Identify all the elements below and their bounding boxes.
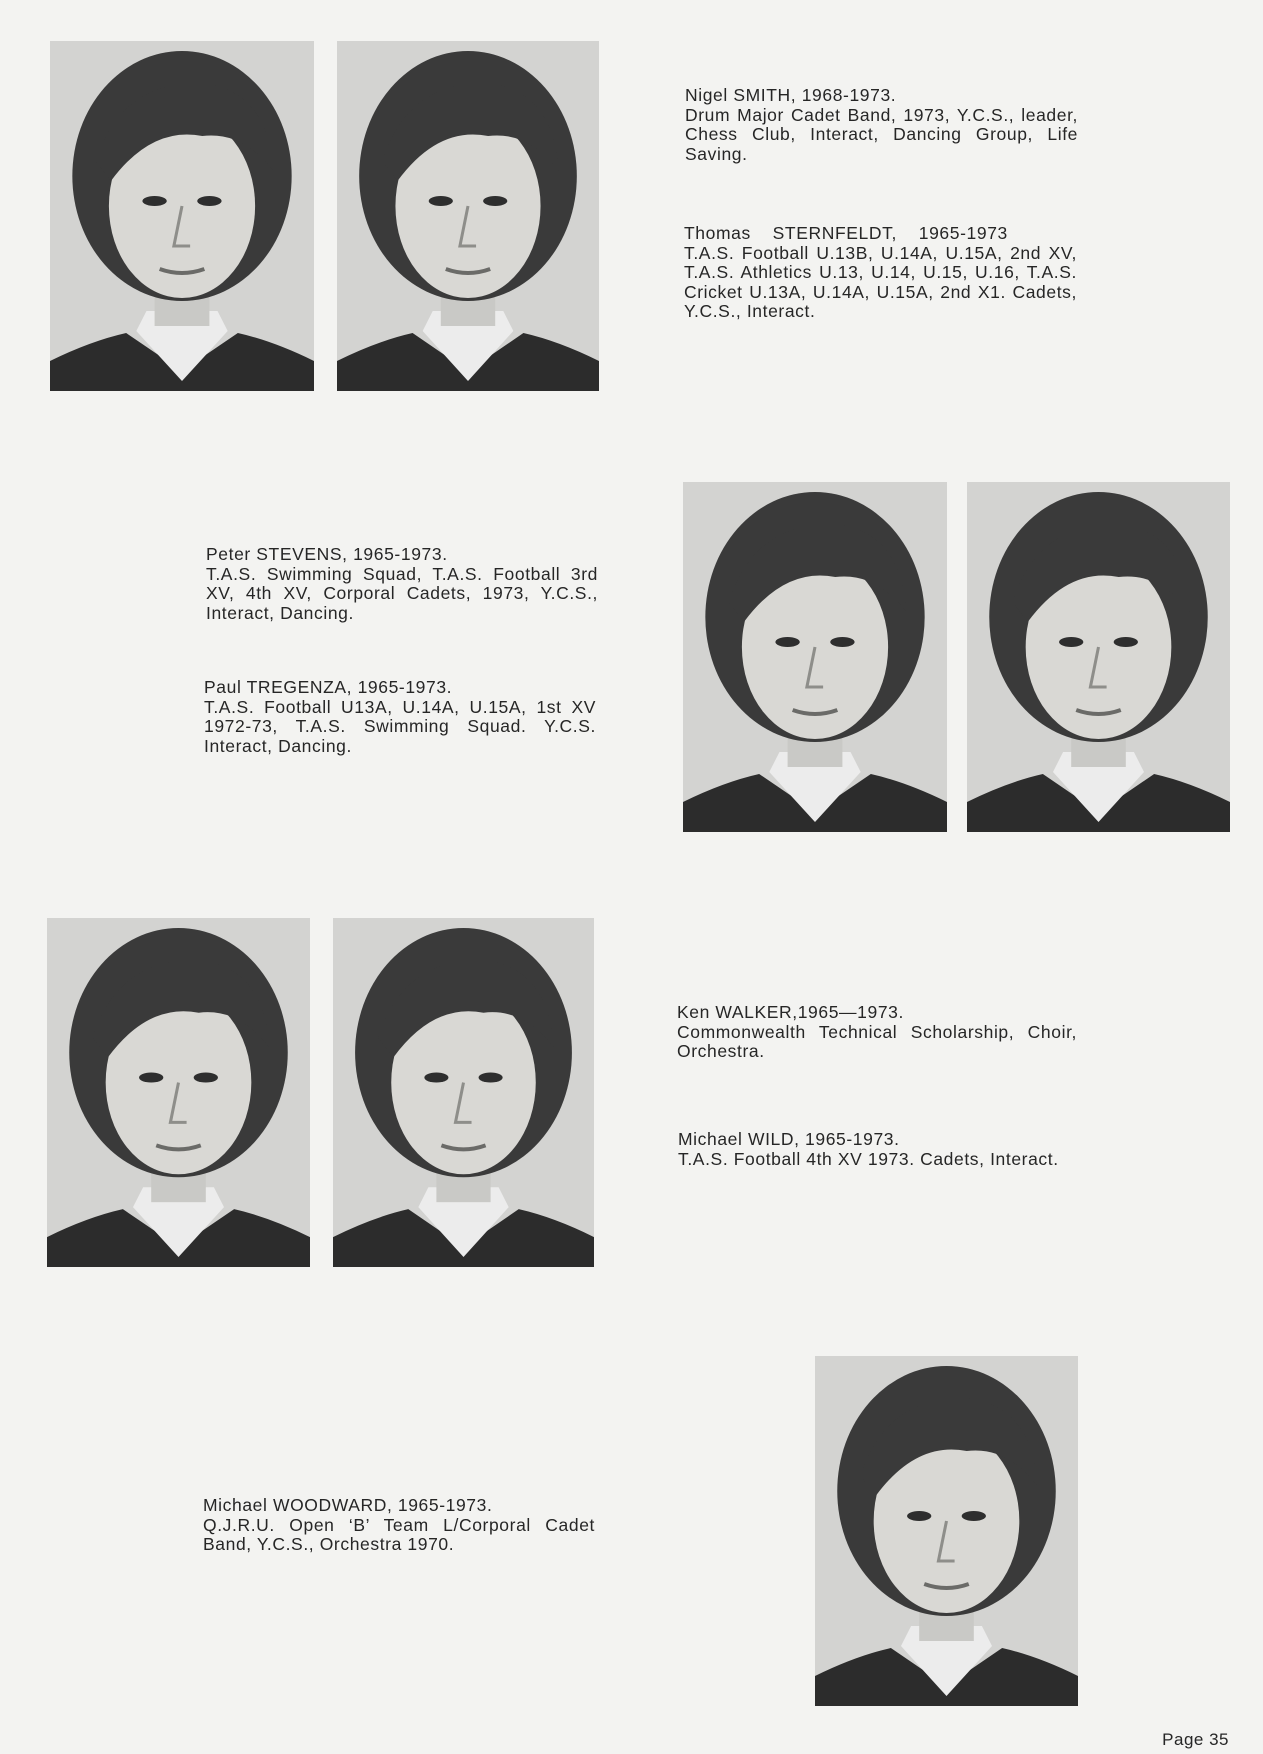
bio-smith bbox=[685, 86, 1078, 164]
student-name: Michael WOODWARD, 1965-1973. bbox=[203, 1495, 493, 1515]
student-name: Michael WILD, 1965-1973. bbox=[678, 1129, 900, 1149]
bio-walker bbox=[677, 1003, 1077, 1062]
page-number: Page 35 bbox=[1162, 1730, 1229, 1749]
portrait-photo-sternfeldt bbox=[337, 41, 599, 391]
portrait-photo-stevens bbox=[683, 482, 947, 832]
bio-sternfeldt bbox=[684, 224, 1077, 322]
bio-tregenza bbox=[204, 678, 596, 756]
portrait-photo-tregenza bbox=[967, 482, 1230, 832]
student-name: Thomas STERNFELDT, 1965-1973 bbox=[684, 223, 1008, 243]
bio-wild bbox=[678, 1130, 1071, 1169]
student-details: Q.J.R.U. Open ‘B’ Team L/Corporal Cadet Band, Y.C.S., Orchestra 1970. bbox=[203, 1514, 595, 1554]
portrait-photo-wild bbox=[333, 918, 594, 1267]
student-details: Commonwealth Technical Scholarship, Choir, Orchestra. bbox=[677, 1021, 1077, 1061]
portrait-photo-smith bbox=[50, 41, 314, 391]
student-name: Ken WALKER,1965—1973. bbox=[677, 1002, 904, 1022]
student-name: Nigel SMITH, 1968-1973. bbox=[685, 85, 897, 105]
bio-woodward bbox=[203, 1496, 595, 1555]
student-details: T.A.S. Swimming Squad, T.A.S. Football 3rd XV, 4th XV, Corporal Cadets, 1973, Y.C.S., Interact, Dancing. bbox=[206, 563, 598, 623]
bio-stevens bbox=[206, 545, 598, 623]
portrait-photo-woodward bbox=[815, 1356, 1078, 1706]
student-name: Paul TREGENZA, 1965-1973. bbox=[204, 677, 453, 697]
student-details: T.A.S. Football U13A, U.14A, U.15A, 1st XV 1972-73, T.A.S. Swimming Squad. Y.C.S. Interact, Dancing. bbox=[204, 696, 596, 756]
student-details: Drum Major Cadet Band, 1973, Y.C.S., leader, Chess Club, Interact, Dancing Group, Life Saving. bbox=[685, 104, 1078, 164]
student-name: Peter STEVENS, 1965-1973. bbox=[206, 544, 448, 564]
portrait-photo-walker bbox=[47, 918, 310, 1267]
student-details: T.A.S. Football U.13B, U.14A, U.15A, 2nd XV, T.A.S. Athletics U.13, U.14, U.15, U.16, T.A.S. Cricket U.13A, U.14A, U.15A, 2nd X1. Cadets, Y.C.S., Interact. bbox=[684, 242, 1077, 321]
student-details: T.A.S. Football 4th XV 1973. Cadets, Interact. bbox=[678, 1148, 1059, 1169]
